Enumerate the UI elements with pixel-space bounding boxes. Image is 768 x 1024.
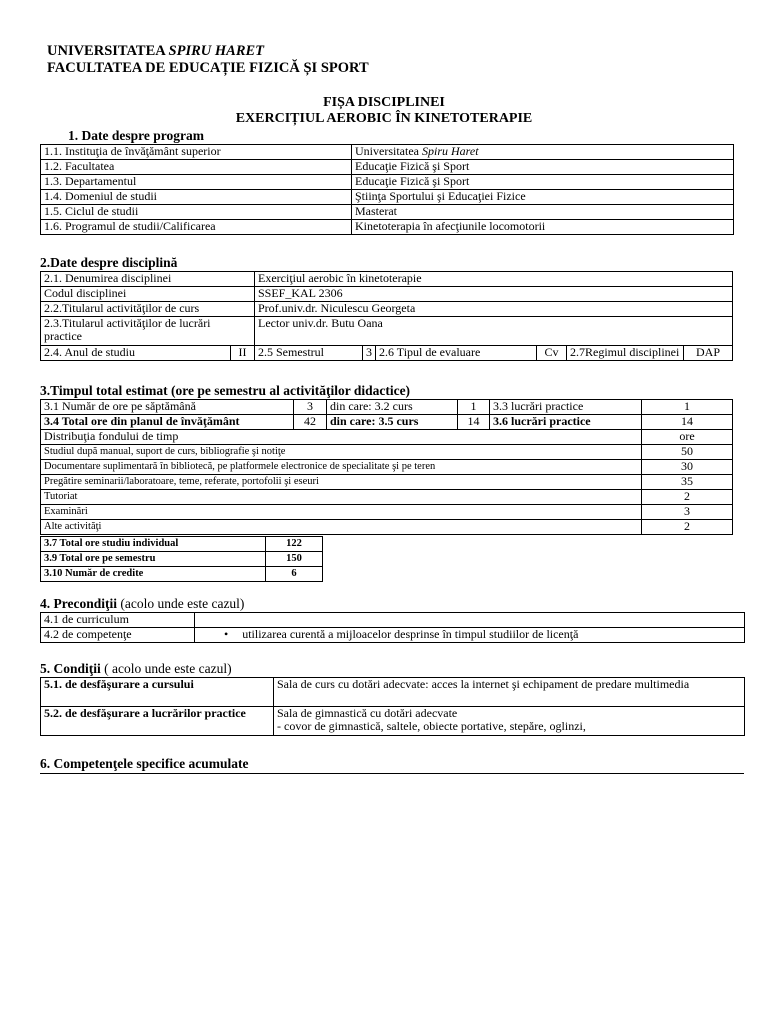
s1-value-text: Masterat: [355, 204, 397, 218]
s1-value: [352, 175, 734, 190]
s3-r2-c: din care: 3.5 curs: [327, 415, 458, 430]
faculty-line: FACULTATEA DE EDUCAȚIE FIZICĂ ȘI SPORT: [47, 60, 369, 76]
s3-item-label: Examinări: [41, 505, 642, 520]
section4-title: [40, 596, 244, 612]
s3-item-value: 3: [642, 505, 733, 520]
section1-table: [40, 144, 734, 235]
section3-title: 3.Timpul total estimat (ore pe semestru al activităţilor didactice): [40, 383, 411, 398]
s2-year-label: 2.4. Anul de studiu: [41, 346, 231, 361]
bullet-icon: •: [224, 627, 229, 641]
s2-r2-value: SSEF_KAL 2306: [255, 287, 733, 302]
section6-underline: [40, 773, 744, 774]
s4-r2-label: 4.2 de competenţe: [41, 628, 195, 643]
s2-reg-value: DAP: [684, 346, 733, 361]
s1-value-text: Educaţie Fizică şi Sport: [355, 159, 470, 173]
s5-r1-label: 5.1. de desfăşurare a cursului: [41, 678, 274, 707]
s3-r2-f: 14: [642, 415, 733, 430]
s2-r3-label: 2.2.Titularul activităţilor de curs: [41, 302, 255, 317]
table-row: [41, 190, 734, 205]
s2-r3-value: Prof.univ.dr. Niculescu Georgeta: [255, 302, 733, 317]
table-row: [41, 460, 733, 475]
s3-r1-b: 3: [294, 400, 327, 415]
s3-r2-b: 42: [294, 415, 327, 430]
s5-r2-label: 5.2. de desfăşurare a lucrărilor practice: [41, 707, 274, 736]
s3-dist-unit: ore: [642, 430, 733, 445]
s2-eval-value: Cv: [537, 346, 567, 361]
s3-item-value: 30: [642, 460, 733, 475]
table-row: [41, 175, 734, 190]
s5-r2-value-line2: - covor de gimnastică, saltele, obiecte portative, stepăre, oglinzi,: [277, 719, 586, 733]
section4-title-bold: 4. Precondiţii: [40, 596, 117, 611]
s2-r2-label: Codul disciplinei: [41, 287, 255, 302]
s3-r2-a: 3.4 Total ore din planul de învăţământ: [41, 415, 294, 430]
s2-r4-value: Lector univ.dr. Butu Oana: [255, 317, 733, 346]
s1-label: 1.1. Instituţia de învăţământ superior: [41, 145, 352, 160]
table-row: [41, 145, 734, 160]
table-row: [41, 505, 733, 520]
university-prefix: UNIVERSITATEA: [47, 43, 165, 59]
s3-r1-c: din care: 3.2 curs: [327, 400, 458, 415]
s4-r2-cell: [195, 628, 745, 643]
s1-label: 1.3. Departamentul: [41, 175, 352, 190]
s2-sem-label: 2.5 Semestrul: [255, 346, 363, 361]
s1-value: [352, 205, 734, 220]
s2-r1-label: 2.1. Denumirea disciplinei: [41, 272, 255, 287]
s3-r2-e: 3.6 lucrări practice: [490, 415, 642, 430]
s3-r2-d: 14: [458, 415, 490, 430]
s3-item-value: 35: [642, 475, 733, 490]
s1-label: 1.2. Facultatea: [41, 160, 352, 175]
s1-value: [352, 160, 734, 175]
s1-label: 1.6. Programul de studii/Calificarea: [41, 220, 352, 235]
section3-table: [40, 399, 733, 535]
s1-value: [352, 145, 734, 160]
table-row: [41, 490, 733, 505]
s1-value-text: Educaţie Fizică şi Sport: [355, 174, 470, 188]
s4-r1-label: 4.1 de curriculum: [41, 613, 195, 628]
table-row: [41, 445, 733, 460]
s3-item-value: 50: [642, 445, 733, 460]
s3-total-label: 3.9 Total ore pe semestru: [41, 552, 266, 567]
table-row: [41, 220, 734, 235]
s3-item-label: Documentare suplimentară în bibliotecă, pe platformele electronice de specialitate şi pe teren: [41, 460, 642, 475]
s1-value-text: Kinetoterapia în afecţiunile locomotorii: [355, 219, 546, 233]
section5-title-bold: 5. Condiţii: [40, 661, 101, 676]
table-row: [41, 160, 734, 175]
section6-title: 6. Competenţele specifice acumulate: [40, 756, 249, 771]
s5-r1-value: Sala de curs cu dotări adecvate: acces la internet şi echipament de predare multimedia: [274, 678, 745, 707]
section1-title: 1. Date despre program: [68, 128, 204, 143]
table-row: [41, 552, 323, 567]
section5-title-note: ( acolo unde este cazul): [100, 661, 232, 676]
discipline-title: EXERCIȚIUL AEROBIC ÎN KINETOTERAPIE: [235, 111, 533, 126]
s3-item-label: Alte activităţi: [41, 520, 642, 535]
table-row: [41, 520, 733, 535]
section2-table: [40, 271, 733, 361]
s2-r4-label: 2.3.Titularul activităţilor de lucrări practice: [41, 317, 255, 346]
s3-total-label: 3.10 Număr de credite: [41, 567, 266, 582]
s4-r2-value: utilizarea curentă a mijloacelor desprinse în timpul studiilor de licenţă: [242, 627, 579, 641]
s2-eval-label: 2.6 Tipul de evaluare: [376, 346, 537, 361]
section3-totals-table: [40, 536, 323, 582]
s3-total-label: 3.7 Total ore studiu individual: [41, 537, 266, 552]
s3-r1-e: 3.3 lucrări practice: [490, 400, 642, 415]
s3-item-value: 2: [642, 490, 733, 505]
s5-r2-cell: [274, 707, 745, 736]
university-name: SPIRU HARET: [168, 43, 265, 59]
university-line: [47, 43, 264, 60]
table-row: [41, 475, 733, 490]
s3-r1-a: 3.1 Număr de ore pe săptămână: [41, 400, 294, 415]
s5-r2-value-line1: Sala de gimnastică cu dotări adecvate: [277, 706, 458, 720]
section2-title: 2.Date despre disciplină: [40, 255, 178, 270]
s1-value-italic: Spiru Haret: [421, 144, 479, 158]
s1-value: [352, 220, 734, 235]
s2-r1-value: Exerciţiul aerobic în kinetoterapie: [255, 272, 733, 287]
s2-sem-value: 3: [363, 346, 376, 361]
s4-r1-value: [195, 613, 745, 628]
s2-reg-label: 2.7Regimul disciplinei: [567, 346, 684, 361]
s3-r1-d: 1: [458, 400, 490, 415]
section5-title: [40, 661, 232, 677]
s1-value-text: Ştiinţa Sportului şi Educaţiei Fizice: [355, 189, 526, 203]
table-row: [41, 537, 323, 552]
section4-table: [40, 612, 745, 643]
s1-value-text: Universitatea: [355, 144, 422, 158]
s3-total-value: 150: [266, 552, 323, 567]
s3-r1-f: 1: [642, 400, 733, 415]
s3-item-label: Tutoriat: [41, 490, 642, 505]
s1-label: 1.4. Domeniul de studii: [41, 190, 352, 205]
s3-item-value: 2: [642, 520, 733, 535]
table-row: [41, 567, 323, 582]
section4-title-note: (acolo unde este cazul): [117, 596, 245, 611]
table-row: [41, 205, 734, 220]
s2-year-value: II: [231, 346, 255, 361]
doc-title: FIȘA DISCIPLINEI: [323, 95, 445, 110]
s3-item-label: Pregătire seminarii/laboratoare, teme, referate, portofolii şi eseuri: [41, 475, 642, 490]
s3-dist-label: Distribuţia fondului de timp: [41, 430, 642, 445]
section5-table: [40, 677, 745, 736]
s3-total-value: 122: [266, 537, 323, 552]
s3-item-label: Studiul după manual, suport de curs, bibliografie şi notiţe: [41, 445, 642, 460]
s1-label: 1.5. Ciclul de studii: [41, 205, 352, 220]
s3-total-value: 6: [266, 567, 323, 582]
s1-value: [352, 190, 734, 205]
